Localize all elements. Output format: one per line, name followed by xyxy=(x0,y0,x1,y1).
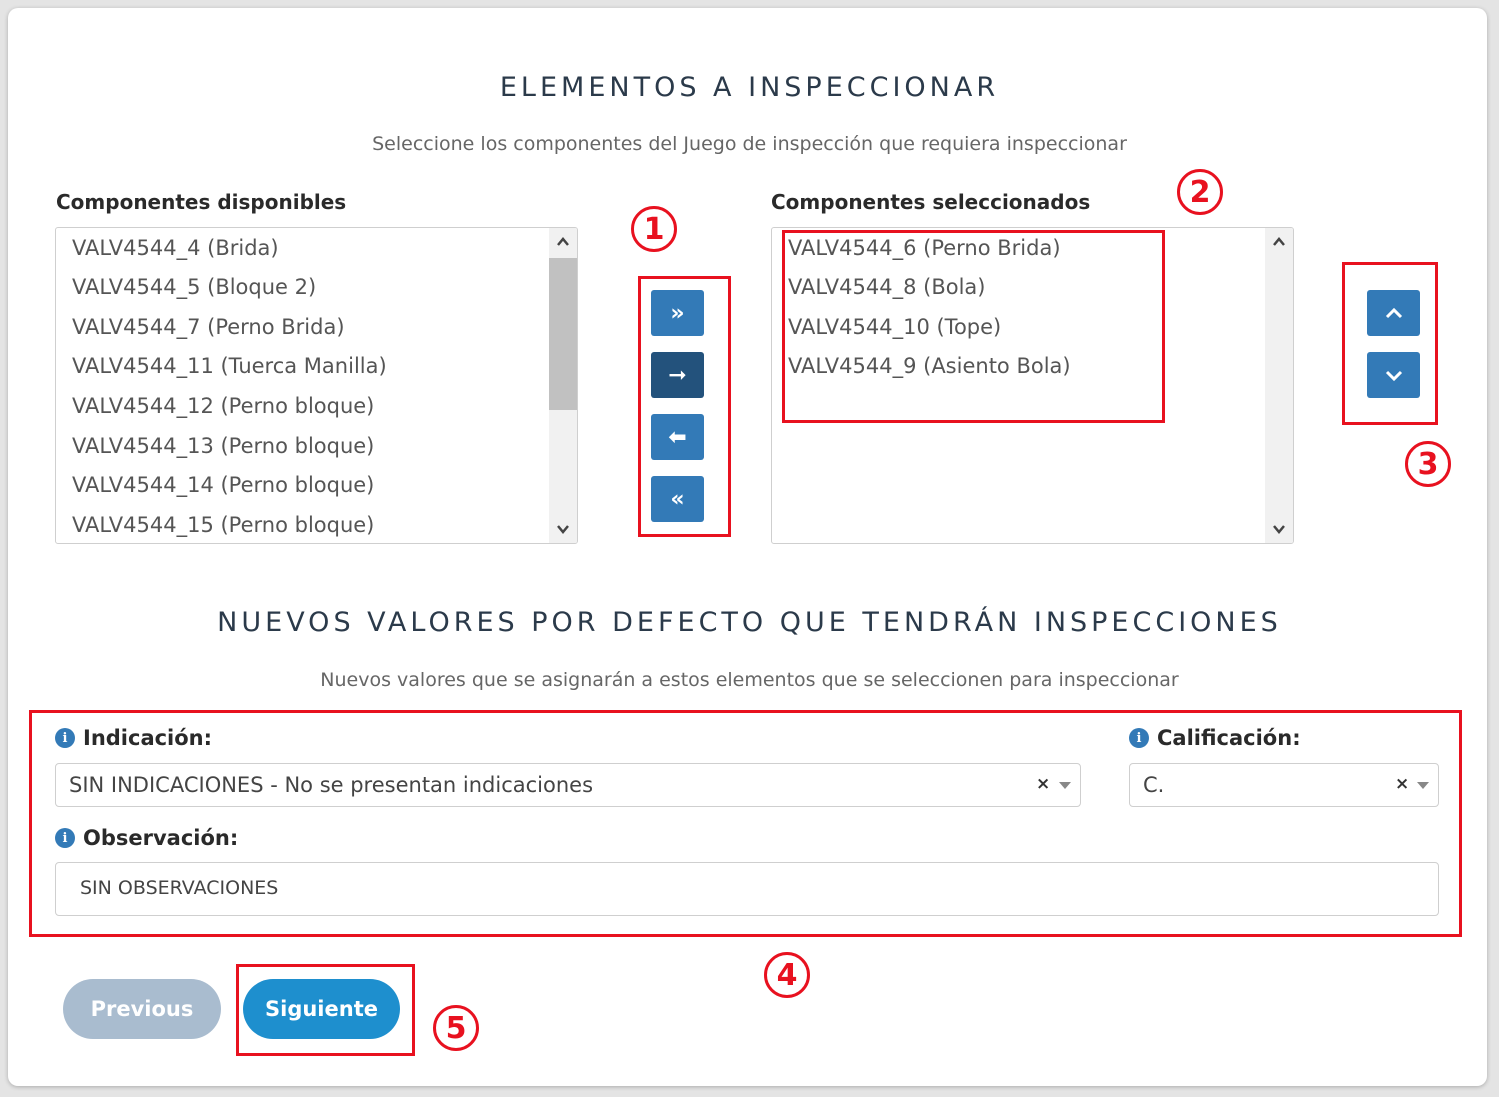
annotation-number: 3 xyxy=(1405,441,1451,487)
observacion-value: SIN OBSERVACIONES xyxy=(80,877,279,899)
calificacion-value: C. xyxy=(1143,773,1165,797)
clear-icon[interactable]: × xyxy=(1395,774,1410,794)
available-item[interactable]: VALV4544_4 (Brida) xyxy=(72,236,279,260)
info-icon[interactable]: i xyxy=(55,828,75,848)
move-right-button[interactable]: ➞ xyxy=(651,352,704,398)
selected-item[interactable]: VALV4544_6 (Perno Brida) xyxy=(788,236,1061,260)
annotation-box-order xyxy=(1342,262,1438,425)
available-item[interactable]: VALV4544_12 (Perno bloque) xyxy=(72,394,375,418)
selected-item[interactable]: VALV4544_8 (Bola) xyxy=(788,275,986,299)
scroll-down-icon[interactable] xyxy=(555,521,571,537)
section-title-defaults: NUEVOS VALORES POR DEFECTO QUE TENDRÁN INSPECCIONES xyxy=(217,607,1282,638)
selected-list-label: Componentes seleccionados xyxy=(771,190,1091,214)
selected-scrollbar[interactable] xyxy=(1265,228,1293,543)
annotation-box-selected xyxy=(782,230,1165,423)
section-title-elements: ELEMENTOS A INSPECCIONAR xyxy=(499,72,1000,103)
move-left-button[interactable]: ⬅ xyxy=(651,414,704,460)
annotation-number: 4 xyxy=(764,952,810,998)
available-item[interactable]: VALV4544_14 (Perno bloque) xyxy=(72,473,375,497)
annotation-number: 2 xyxy=(1177,169,1223,215)
observacion-label: Observación: xyxy=(83,826,239,850)
move-all-left-button[interactable]: « xyxy=(651,476,704,522)
previous-button[interactable]: Previous xyxy=(63,979,221,1039)
scroll-up-icon[interactable] xyxy=(1271,234,1287,250)
available-item[interactable]: VALV4544_5 (Bloque 2) xyxy=(72,275,317,299)
selected-item[interactable]: VALV4544_9 (Asiento Bola) xyxy=(788,354,1071,378)
annotation-number: 1 xyxy=(631,206,677,252)
indicacion-label: Indicación: xyxy=(83,726,213,750)
available-item[interactable]: VALV4544_7 (Perno Brida) xyxy=(72,315,345,339)
available-item[interactable]: VALV4544_13 (Perno bloque) xyxy=(72,434,375,458)
annotation-number: 5 xyxy=(433,1005,479,1051)
indicacion-value: SIN INDICACIONES - No se presentan indicaciones xyxy=(69,773,594,797)
selected-item[interactable]: VALV4544_10 (Tope) xyxy=(788,315,1002,339)
available-listbox[interactable] xyxy=(55,227,578,544)
move-all-right-button[interactable]: » xyxy=(651,290,704,336)
available-item[interactable]: VALV4544_11 (Tuerca Manilla) xyxy=(72,354,387,378)
section-subtitle-elements: Seleccione los componentes del Juego de inspección que requiera inspeccionar xyxy=(372,133,1127,155)
next-button[interactable]: Siguiente xyxy=(243,979,400,1039)
available-list-label: Componentes disponibles xyxy=(56,190,347,214)
scroll-down-icon[interactable] xyxy=(1271,521,1287,537)
available-scrollbar[interactable] xyxy=(549,228,577,543)
available-item[interactable]: VALV4544_15 (Perno bloque) xyxy=(72,513,375,537)
annotation-box-next xyxy=(236,964,415,1056)
annotation-box-defaults xyxy=(29,710,1462,937)
scrollbar-thumb[interactable] xyxy=(549,258,577,410)
scroll-up-icon[interactable] xyxy=(555,234,571,250)
clear-icon[interactable]: × xyxy=(1036,774,1051,794)
annotation-box-transfer xyxy=(638,276,731,537)
info-icon[interactable]: i xyxy=(1129,728,1149,748)
calificacion-label: Calificación: xyxy=(1157,726,1301,750)
info-icon[interactable]: i xyxy=(55,728,75,748)
section-subtitle-defaults: Nuevos valores que se asignarán a estos elementos que se seleccionen para inspeccionar xyxy=(320,669,1179,691)
